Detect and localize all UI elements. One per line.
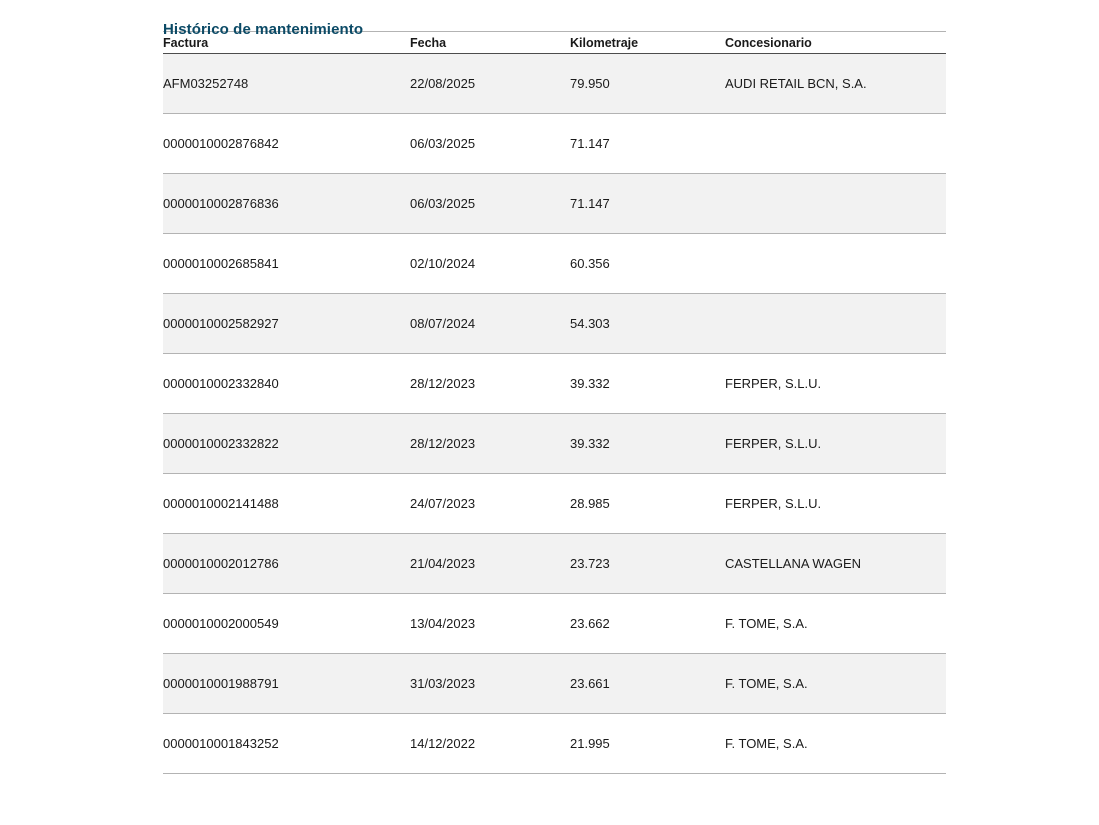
cell-fecha: 14/12/2022 xyxy=(410,714,570,774)
table-row xyxy=(163,654,946,714)
cell-factura: 0000010002876842 xyxy=(163,114,410,174)
cell-fecha: 08/07/2024 xyxy=(410,294,570,354)
cell-kilometraje: 21.995 xyxy=(570,714,725,774)
cell-kilometraje: 54.303 xyxy=(570,294,725,354)
cell-concesionario: AUDI RETAIL BCN, S.A. xyxy=(725,54,946,114)
cell-factura: AFM03252748 xyxy=(163,54,410,114)
cell-kilometraje: 79.950 xyxy=(570,54,725,114)
section-title: Histórico de mantenimiento xyxy=(163,21,364,38)
maintenance-table xyxy=(163,31,946,774)
cell-factura: 0000010002332840 xyxy=(163,354,410,414)
cell-fecha: 06/03/2025 xyxy=(410,174,570,234)
cell-concesionario: FERPER, S.L.U. xyxy=(725,474,946,534)
cell-concesionario xyxy=(725,174,946,234)
cell-kilometraje: 23.661 xyxy=(570,654,725,714)
column-header-concesionario: Concesionario xyxy=(725,32,946,54)
table-row xyxy=(163,534,946,594)
cell-concesionario: FERPER, S.L.U. xyxy=(725,414,946,474)
cell-factura: 0000010002000549 xyxy=(163,594,410,654)
table-row xyxy=(163,594,946,654)
cell-fecha: 21/04/2023 xyxy=(410,534,570,594)
cell-kilometraje: 23.723 xyxy=(570,534,725,594)
cell-fecha: 13/04/2023 xyxy=(410,594,570,654)
cell-factura: 0000010001988791 xyxy=(163,654,410,714)
cell-fecha: 06/03/2025 xyxy=(410,114,570,174)
cell-factura: 0000010002141488 xyxy=(163,474,410,534)
cell-factura: 0000010002332822 xyxy=(163,414,410,474)
cell-concesionario xyxy=(725,234,946,294)
table-row xyxy=(163,294,946,354)
table-row xyxy=(163,354,946,414)
table-row xyxy=(163,54,946,114)
cell-factura: 0000010002685841 xyxy=(163,234,410,294)
maintenance-history-section xyxy=(163,0,946,774)
cell-kilometraje: 23.662 xyxy=(570,594,725,654)
table-row xyxy=(163,234,946,294)
cell-concesionario: FERPER, S.L.U. xyxy=(725,354,946,414)
cell-fecha: 28/12/2023 xyxy=(410,414,570,474)
table-row xyxy=(163,714,946,774)
table-row xyxy=(163,474,946,534)
cell-fecha: 24/07/2023 xyxy=(410,474,570,534)
cell-fecha: 28/12/2023 xyxy=(410,354,570,414)
table-row xyxy=(163,114,946,174)
table-row xyxy=(163,414,946,474)
column-header-fecha: Fecha xyxy=(410,32,570,54)
cell-concesionario xyxy=(725,294,946,354)
table-row xyxy=(163,174,946,234)
cell-fecha: 02/10/2024 xyxy=(410,234,570,294)
cell-fecha: 22/08/2025 xyxy=(410,54,570,114)
column-header-kilometraje: Kilometraje xyxy=(570,32,725,54)
cell-concesionario: F. TOME, S.A. xyxy=(725,654,946,714)
column-header-factura: Factura xyxy=(163,32,410,54)
cell-kilometraje: 71.147 xyxy=(570,174,725,234)
cell-kilometraje: 60.356 xyxy=(570,234,725,294)
cell-concesionario: CASTELLANA WAGEN xyxy=(725,534,946,594)
cell-factura: 0000010002012786 xyxy=(163,534,410,594)
cell-kilometraje: 71.147 xyxy=(570,114,725,174)
cell-concesionario: F. TOME, S.A. xyxy=(725,714,946,774)
cell-kilometraje: 28.985 xyxy=(570,474,725,534)
cell-kilometraje: 39.332 xyxy=(570,414,725,474)
cell-factura: 0000010001843252 xyxy=(163,714,410,774)
cell-concesionario: F. TOME, S.A. xyxy=(725,594,946,654)
cell-factura: 0000010002876836 xyxy=(163,174,410,234)
cell-kilometraje: 39.332 xyxy=(570,354,725,414)
cell-fecha: 31/03/2023 xyxy=(410,654,570,714)
cell-concesionario xyxy=(725,114,946,174)
cell-factura: 0000010002582927 xyxy=(163,294,410,354)
